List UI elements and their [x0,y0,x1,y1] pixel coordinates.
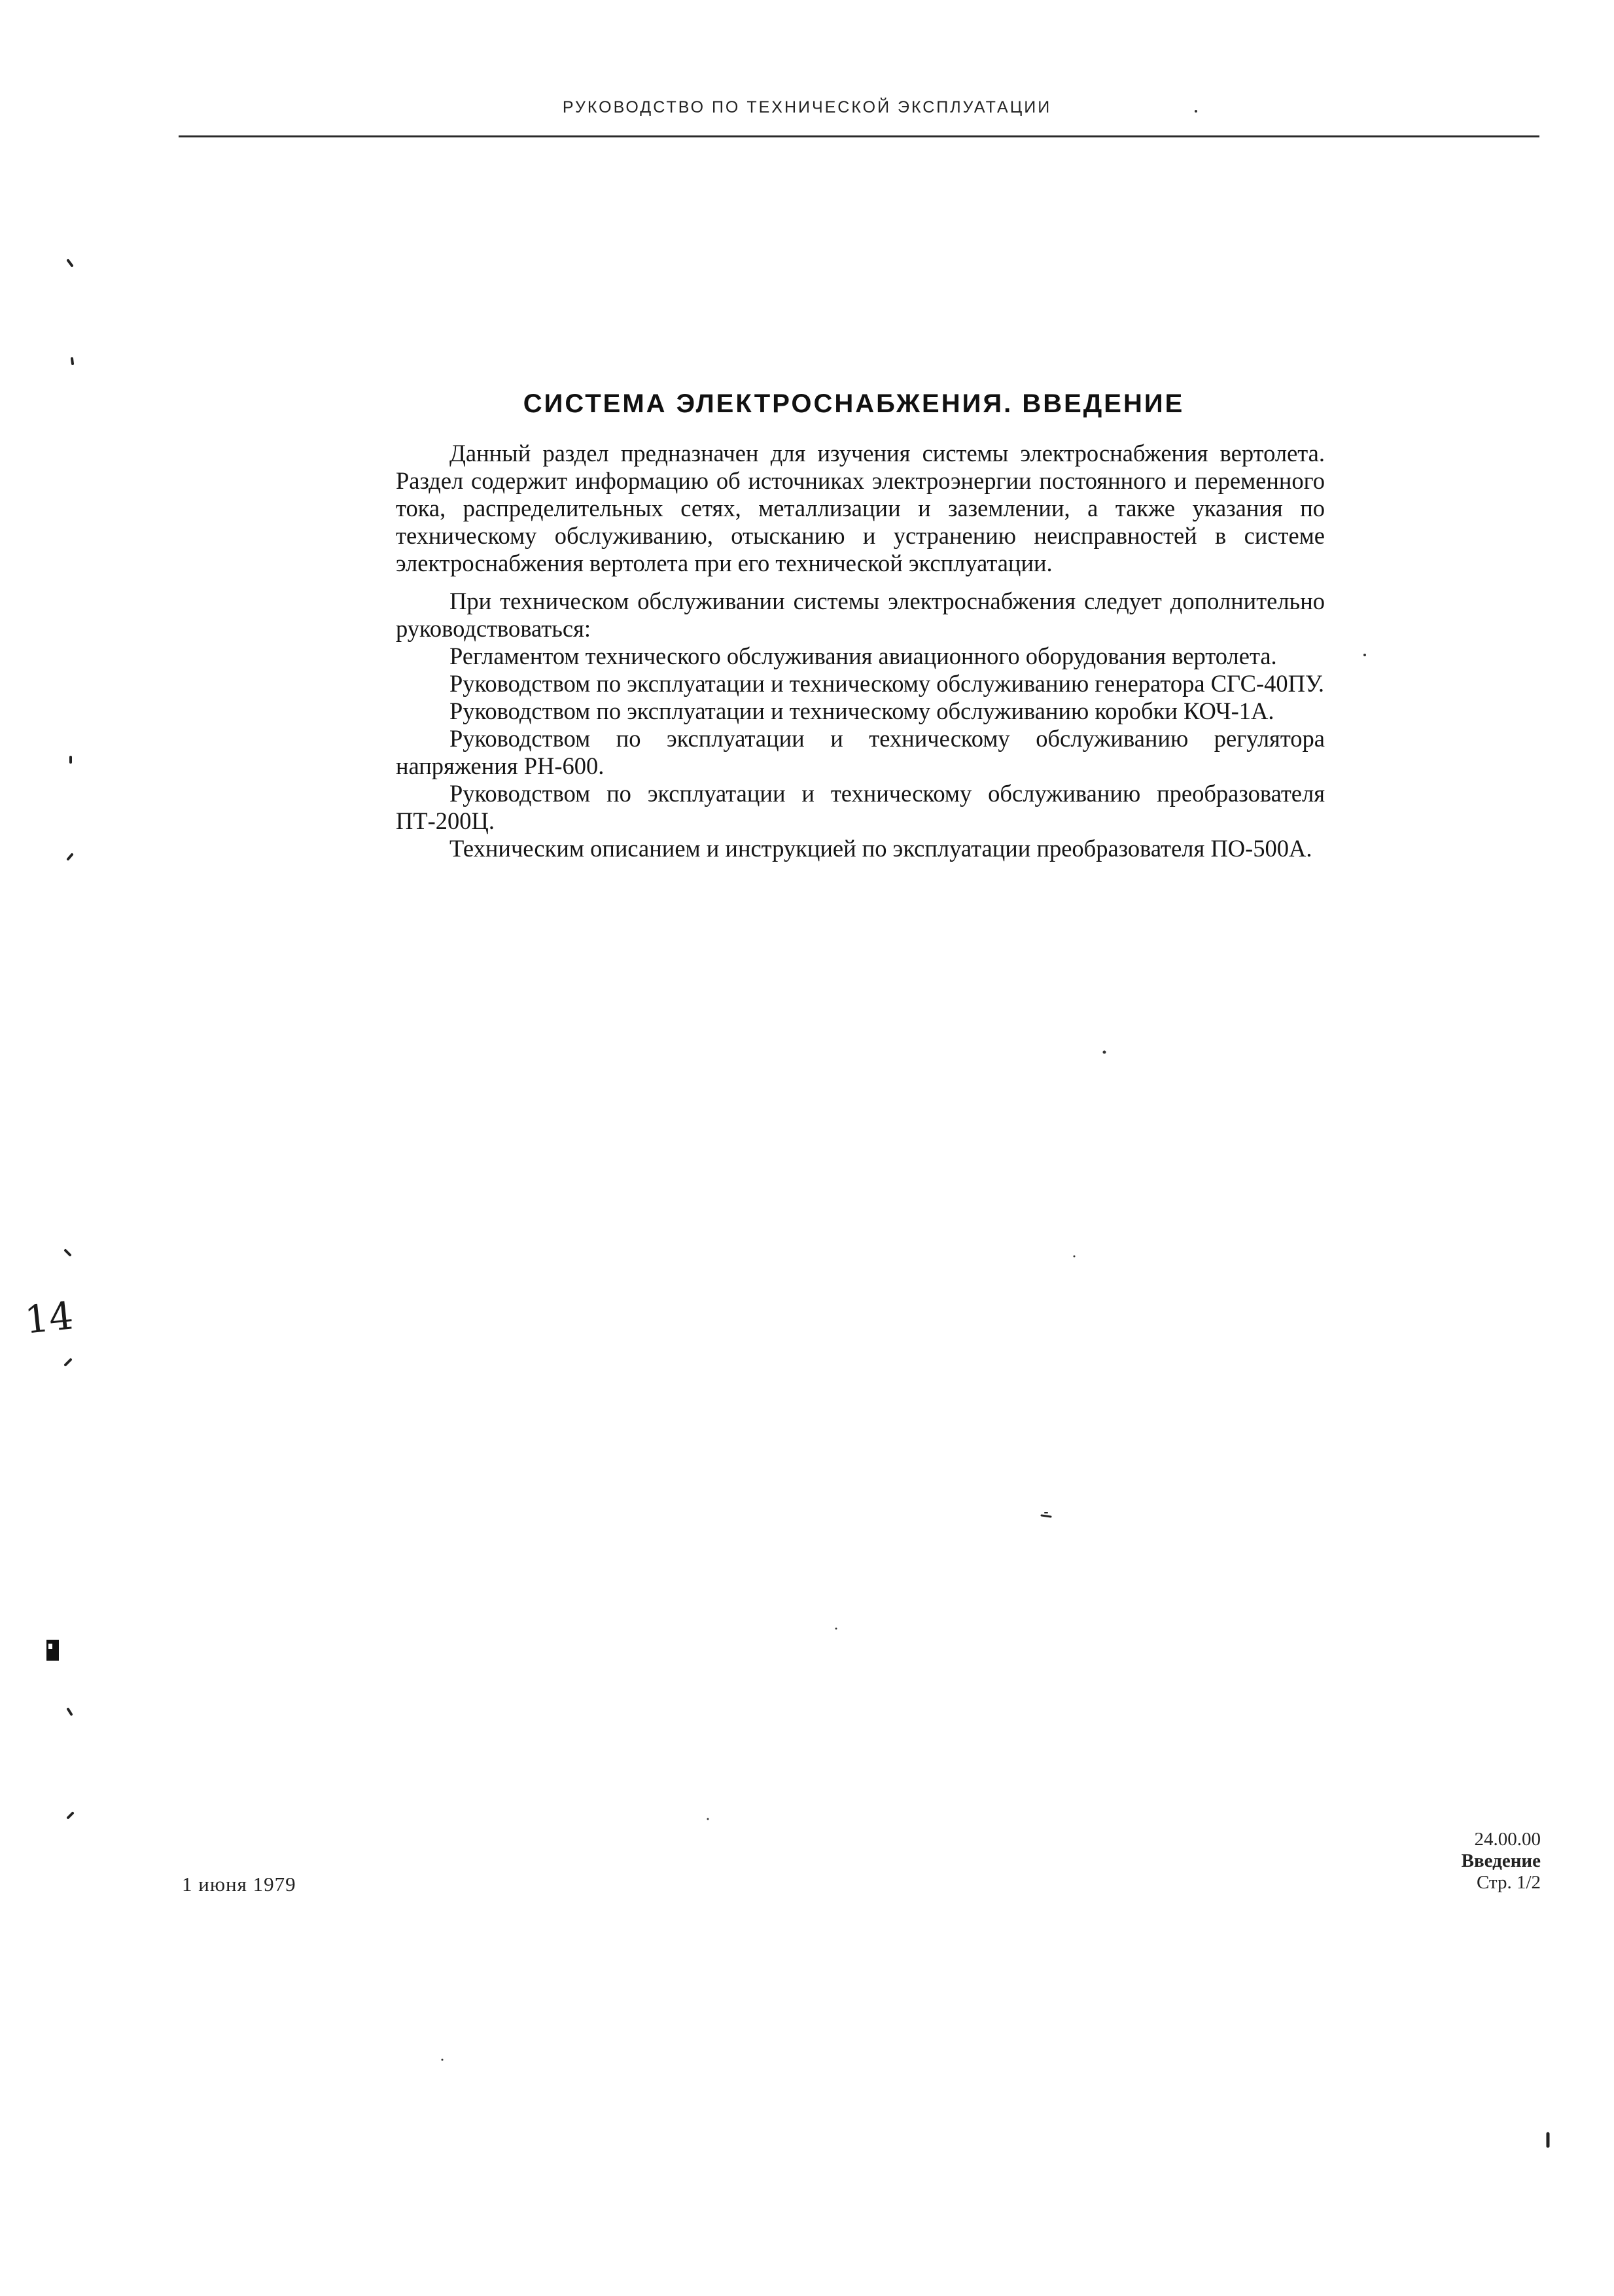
scan-speck [72,359,73,364]
scan-speck [68,855,72,859]
doc-number: 24.00.00 [1474,1829,1541,1850]
scan-speck [442,2059,444,2061]
scan-speck [65,1360,71,1365]
scan-speck [1042,1515,1051,1517]
reference-item: Руководством по эксплуатации и техническому обслуживанию коробки КОЧ-1А. [449,698,1274,724]
paragraph-intro: Данный раздел предназначен для изучения системы электроснабжения вертолета. Раздел содержит информацию об источниках электроэнергии постоянного и переменного тока, распределительных сетях, металлизации и заземлении, а также указания по техническому обслуживанию, отысканию и устранению неисправностей в системе электроснабжения вертолета при его технической эксплуатации. [396,440,1325,576]
handwritten-number: 14 [22,1293,76,1343]
scan-speck [1074,1256,1076,1258]
scan-blot [46,1640,59,1661]
section-name: Введение [1461,1850,1541,1871]
scan-speck [68,1709,71,1714]
scan-speck [1195,110,1197,113]
scan-blot-highlight [48,1644,52,1649]
scan-speck [68,260,72,266]
footer-date: 1 июня 1979 [182,1873,296,1896]
paragraph-references-lead: При техническом обслуживании системы электроснабжения следует дополнительно руководствоваться: [396,588,1325,642]
section-title: СИСТЕМА ЭЛЕКТРОСНАБЖЕНИЯ. ВВЕДЕНИЕ [523,389,1185,418]
page-number: Стр. 1/2 [1476,1872,1541,1893]
scan-speck [1363,654,1366,656]
scan-speck [68,1813,73,1818]
reference-item: Руководством по эксплуатации и техническому обслуживанию преобразователя ПТ-200Ц. [396,780,1325,834]
reference-item: Техническим описанием и инструкцией по эксплуатации преобразователя ПО-500А. [449,835,1312,862]
scan-speck [1103,1051,1106,1054]
scan-speck [707,1818,709,1820]
reference-item: Руководством по эксплуатации и техническому обслуживанию регулятора напряжения РН-600. [396,725,1325,779]
scan-speck [835,1628,837,1630]
scan-speck [65,1250,70,1255]
reference-item: Руководством по эксплуатации и техническому обслуживанию генератора СГС-40ПУ. [449,670,1324,697]
reference-item: Регламентом технического обслуживания авиационного оборудования вертолета. [449,643,1277,669]
running-header: РУКОВОДСТВО ПО ТЕХНИЧЕСКОЙ ЭКСПЛУАТАЦИИ [562,98,1052,116]
